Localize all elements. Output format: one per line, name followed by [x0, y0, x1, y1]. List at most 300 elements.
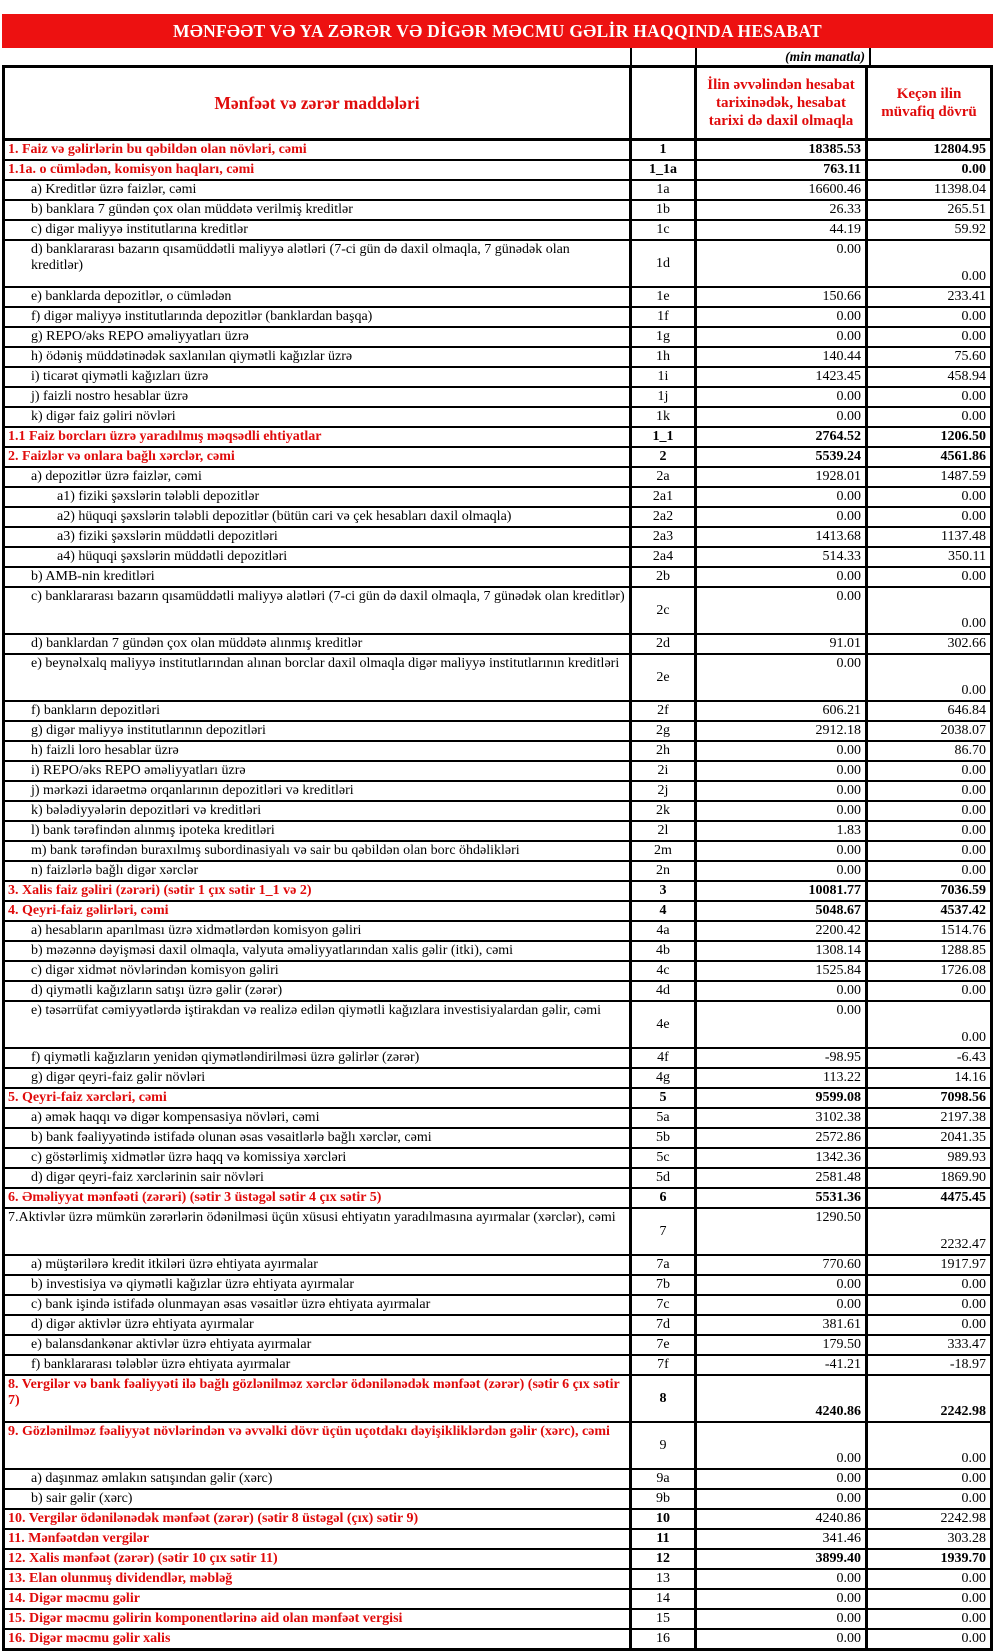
value-current-period: 3102.38: [697, 1109, 868, 1127]
value-previous-period: 1288.85: [940, 943, 986, 958]
row-code: 1a: [632, 181, 697, 199]
row-code: 1k: [632, 408, 697, 426]
table-row: [5, 348, 990, 368]
value-previous-period: 989.93: [947, 1150, 986, 1165]
value-current-period: 2764.52: [697, 428, 868, 446]
table-row: [5, 388, 990, 408]
table-row: [5, 1149, 990, 1169]
row-label: h) ödəniş müddətinədək saxlanılan qiymətli kağızlar üzrə: [5, 348, 632, 366]
row-code: 5b: [632, 1129, 697, 1147]
value-current-period: 4240.86: [697, 1376, 868, 1421]
value-previous-period: 86.70: [954, 743, 986, 758]
row-code: 1c: [632, 221, 697, 239]
value-previous-period: 0.00: [961, 863, 986, 878]
value-previous-period: 0.00: [961, 1317, 986, 1332]
value-current-period: 5048.67: [697, 902, 868, 920]
value-current-period: 0.00: [697, 762, 868, 780]
value-previous-period: 2242.98: [940, 1404, 986, 1419]
value-current-period: 9599.08: [697, 1089, 868, 1107]
row-code: 2c: [632, 588, 697, 633]
row-label: f) digər maliyyə institutlarında depozitlər (banklardan başqa): [5, 308, 632, 326]
row-label: 8. Vergilər və bank fəaliyyəti ilə bağlı gözlənilməz xərclər ödənilənədək mənfəət (zərər) (sətir 6 çıx sətir 7): [5, 1376, 632, 1421]
table-row: [5, 328, 990, 348]
table-row: [5, 1470, 990, 1490]
value-previous-period: 646.84: [947, 703, 986, 718]
table-row: [5, 1423, 990, 1470]
value-previous-period: 4561.86: [940, 449, 986, 464]
value-previous-period: 7036.59: [940, 883, 986, 898]
value-current-period: 0.00: [697, 1470, 868, 1488]
table-row: [5, 488, 990, 508]
table-row: [5, 288, 990, 308]
table-row: [5, 448, 990, 468]
table-row: [5, 1570, 990, 1590]
column-header-period-label: İlin əvvəlindən hesabat tarixinədək, hesabat tarixi də daxil olmaqla: [707, 76, 855, 130]
row-label: c) digər maliyyə institutlarına kreditlər: [5, 221, 632, 239]
row-label: 16. Digər məcmu gəlir xalis: [5, 1630, 632, 1648]
value-previous-period: 0.00: [961, 1451, 986, 1466]
table-row: [5, 1256, 990, 1276]
row-label: j) mərkəzi idarəetmə orqanlarının depozitləri və kreditləri: [5, 782, 632, 800]
value-previous-period: 0.00: [961, 162, 986, 177]
table-row: [5, 882, 990, 902]
row-label: b) bank fəaliyyətində istifadə olunan əsas vəsaitlərlə bağlı xərclər, cəmi: [5, 1129, 632, 1147]
value-current-period: 2912.18: [697, 722, 868, 740]
unit-note-cell-items: [2, 48, 632, 65]
row-label: 15. Digər məcmu gəlirin komponentlərinə aid olan mənfəət vergisi: [5, 1610, 632, 1628]
row-label: d) banklararası bazarın qısamüddətli maliyyə alətləri (7-ci gün də daxil olmaqla, 7 günədək olan kreditlər): [5, 241, 632, 286]
row-label: c) göstərlimiş xidmətlər üzrə haqq və komissiya xərcləri: [5, 1149, 632, 1167]
value-previous-period: 0.00: [961, 1591, 986, 1606]
value-previous-period: 350.11: [948, 549, 986, 564]
row-code: 4f: [632, 1049, 697, 1067]
value-current-period: 770.60: [697, 1256, 868, 1274]
row-label: 5. Qeyri-faiz xərcləri, cəmi: [5, 1089, 632, 1107]
table-row: [5, 1129, 990, 1149]
value-current-period: 763.11: [697, 161, 868, 179]
row-code: 2a1: [632, 488, 697, 506]
value-current-period: 44.19: [697, 221, 868, 239]
row-code: 6: [632, 1189, 697, 1207]
table-row: [5, 408, 990, 428]
row-code: 4g: [632, 1069, 697, 1087]
row-code: 1h: [632, 348, 697, 366]
row-code: 1j: [632, 388, 697, 406]
column-header-previous: [868, 68, 990, 138]
row-label: k) digər faiz gəliri növləri: [5, 408, 632, 426]
value-previous-period: 0.00: [961, 616, 986, 631]
table-row: [5, 528, 990, 548]
value-previous-period: 1939.70: [940, 1551, 986, 1566]
table-row: [5, 1356, 990, 1376]
table-row: [5, 655, 990, 702]
table-row: [5, 862, 990, 882]
value-previous-period: 2041.35: [940, 1130, 986, 1145]
row-code: 2f: [632, 702, 697, 720]
row-code: 12: [632, 1550, 697, 1568]
table-row: [5, 1490, 990, 1510]
value-previous-period: 0.00: [961, 843, 986, 858]
value-previous-period: 4475.45: [940, 1190, 986, 1205]
row-label: e) beynəlxalq maliyyə institutlarından alınan borclar daxil olmaqla digər maliyyə institutlarının kreditləri: [5, 655, 632, 700]
row-label: a) əmək haqqı və digər kompensasiya növləri, cəmi: [5, 1109, 632, 1127]
row-code: 1f: [632, 308, 697, 326]
row-label: 11. Mənfəətdən vergilər: [5, 1530, 632, 1548]
row-code: 2d: [632, 635, 697, 653]
value-current-period: 1928.01: [697, 468, 868, 486]
value-current-period: 0.00: [697, 388, 868, 406]
row-code: 3: [632, 882, 697, 900]
row-code: 9b: [632, 1490, 697, 1508]
income-statement-table: [2, 65, 993, 1651]
value-current-period: 0.00: [697, 588, 868, 633]
row-label: c) bank işində istifadə olunmayan əsas vəsaitlər üzrə ehtiyata ayırmalar: [5, 1296, 632, 1314]
column-header-previous-label: Keçən ilin müvafiq dövrü: [881, 85, 977, 120]
value-previous-period: 333.47: [947, 1337, 986, 1352]
value-current-period: 2572.86: [697, 1129, 868, 1147]
row-code: 1: [632, 141, 697, 159]
row-code: 4c: [632, 962, 697, 980]
table-row: [5, 428, 990, 448]
row-label: m) bank tərəfindən buraxılmış subordinasiyalı və sair bu qəbildən olan borc öhdəlikləri: [5, 842, 632, 860]
value-current-period: 5531.36: [697, 1189, 868, 1207]
row-code: 9: [632, 1423, 697, 1468]
row-label: 1.1 Faiz borcları üzrə yaradılmış məqsədli ehtiyatlar: [5, 428, 632, 446]
row-code: 1g: [632, 328, 697, 346]
value-current-period: 10081.77: [697, 882, 868, 900]
value-current-period: 0.00: [697, 1002, 868, 1047]
value-current-period: 140.44: [697, 348, 868, 366]
value-previous-period: 303.28: [947, 1531, 986, 1546]
table-row: [5, 201, 990, 221]
value-current-period: 0.00: [697, 782, 868, 800]
row-code: 4d: [632, 982, 697, 1000]
row-code: 7: [632, 1209, 697, 1254]
row-label: a) Kreditlər üzrə faizlər, cəmi: [5, 181, 632, 199]
table-row: [5, 241, 990, 288]
row-code: 2n: [632, 862, 697, 880]
value-current-period: 1.83: [697, 822, 868, 840]
row-code: 4: [632, 902, 697, 920]
row-label: d) digər aktivlər üzrə ehtiyata ayırmalar: [5, 1316, 632, 1334]
row-label: 9. Gözlənilməz fəaliyyət növlərindən və əvvəlki dövr üçün uçotdakı dəyişikliklərdən gəlir (xərc), cəmi: [5, 1423, 632, 1468]
value-current-period: 2200.42: [697, 922, 868, 940]
value-previous-period: 0.00: [961, 489, 986, 504]
row-code: 7d: [632, 1316, 697, 1334]
table-row: [5, 1069, 990, 1089]
row-label: e) təsərrüfat cəmiyyətlərdə iştirakdan və realizə edilən qiymətli kağızlara investisiyalardan gəlir, cəmi: [5, 1002, 632, 1047]
row-label: l) bank tərəfindən alınmış ipoteka kreditləri: [5, 822, 632, 840]
table-row: [5, 181, 990, 201]
table-row: [5, 161, 990, 181]
row-code: 1b: [632, 201, 697, 219]
row-code: 4a: [632, 922, 697, 940]
value-previous-period: 0.00: [961, 1277, 986, 1292]
value-previous-period: 59.92: [954, 222, 986, 237]
row-label: 14. Digər məcmu gəlir: [5, 1590, 632, 1608]
value-previous-period: 4537.42: [940, 903, 986, 918]
value-current-period: -41.21: [697, 1356, 868, 1374]
value-previous-period: -18.97: [949, 1357, 986, 1372]
table-row: [5, 842, 990, 862]
value-current-period: 16600.46: [697, 181, 868, 199]
table-row: [5, 1550, 990, 1570]
row-label: 3. Xalis faiz gəliri (zərəri) (sətir 1 çıx sətir 1_1 və 2): [5, 882, 632, 900]
row-label: c) banklararası bazarın qısamüddətli maliyyə alətləri (7-ci gün də daxil olmaqla, 7 günədək olan kreditlər): [5, 588, 632, 633]
row-label: n) faizlərlə bağlı digər xərclər: [5, 862, 632, 880]
value-current-period: 0.00: [697, 568, 868, 586]
value-current-period: 0.00: [697, 655, 868, 700]
row-code: 2e: [632, 655, 697, 700]
unit-note-cell-period: [697, 48, 871, 65]
table-row: [5, 802, 990, 822]
row-label: d) digər qeyri-faiz xərclərinin sair növləri: [5, 1169, 632, 1187]
value-current-period: 0.00: [697, 241, 868, 286]
value-current-period: 0.00: [697, 1490, 868, 1508]
value-current-period: 0.00: [697, 1570, 868, 1588]
value-previous-period: 0.00: [961, 823, 986, 838]
value-previous-period: 0.00: [961, 509, 986, 524]
row-code: 1e: [632, 288, 697, 306]
value-current-period: 606.21: [697, 702, 868, 720]
value-current-period: 0.00: [697, 408, 868, 426]
value-current-period: 0.00: [697, 1296, 868, 1314]
table-row: [5, 822, 990, 842]
row-code: 1_1a: [632, 161, 697, 179]
row-label: a2) hüquqi şəxslərin tələbli depozitlər (bütün cari və çek hesabları daxil olmaqla): [5, 508, 632, 526]
value-current-period: 26.33: [697, 201, 868, 219]
row-code: 2a: [632, 468, 697, 486]
value-current-period: 1413.68: [697, 528, 868, 546]
value-previous-period: 0.00: [961, 409, 986, 424]
column-header-code: [632, 68, 697, 138]
value-current-period: 5539.24: [697, 448, 868, 466]
value-current-period: 1525.84: [697, 962, 868, 980]
row-label: 7.Aktivlər üzrə mümkün zərərlərin ödənilməsi üçün xüsusi ehtiyatın yaradılmasına ayırmalar (xərclər), cəmi: [5, 1209, 632, 1254]
value-current-period: 91.01: [697, 635, 868, 653]
column-header-items: [5, 68, 632, 138]
value-current-period: 1342.36: [697, 1149, 868, 1167]
row-code: 15: [632, 1610, 697, 1628]
row-code: 2l: [632, 822, 697, 840]
value-current-period: 514.33: [697, 548, 868, 566]
row-label: 2. Faizlər və onlara bağlı xərclər, cəmi: [5, 448, 632, 466]
value-previous-period: 75.60: [954, 349, 986, 364]
table-row: [5, 722, 990, 742]
row-label: b) məzənnə dəyişməsi daxil olmaqla, valyuta əməliyyatlarından xalis gəlir (itki), cəmi: [5, 942, 632, 960]
table-row: [5, 902, 990, 922]
value-previous-period: 0.00: [961, 1491, 986, 1506]
row-code: 1d: [632, 241, 697, 286]
row-label: g) REPO/əks REPO əməliyyatları üzrə: [5, 328, 632, 346]
value-current-period: 0.00: [697, 982, 868, 1000]
value-previous-period: 265.51: [947, 202, 986, 217]
row-label: 13. Elan olunmuş dividendlər, məbləğ: [5, 1570, 632, 1588]
value-current-period: 0.00: [697, 1630, 868, 1648]
unit-note-row: [2, 48, 993, 65]
row-code: 1_1: [632, 428, 697, 446]
value-current-period: 0.00: [697, 802, 868, 820]
value-current-period: 0.00: [697, 1610, 868, 1628]
value-previous-period: 2038.07: [940, 723, 986, 738]
value-current-period: 0.00: [697, 1423, 868, 1468]
value-current-period: 341.46: [697, 1530, 868, 1548]
report-title: MƏNFƏƏT VƏ YA ZƏRƏR VƏ DİGƏR MƏCMU GƏLİR HAQQINDA HESABAT: [173, 20, 822, 41]
value-previous-period: 233.41: [947, 289, 986, 304]
row-label: e) balansdankənar aktivlər üzrə ehtiyata ayırmalar: [5, 1336, 632, 1354]
value-previous-period: 1869.90: [940, 1170, 986, 1185]
row-code: 5a: [632, 1109, 697, 1127]
row-label: a) hesabların aparılması üzrə xidmətlərdən komisyon gəliri: [5, 922, 632, 940]
table-row: [5, 1049, 990, 1069]
row-label: f) bankların depozitləri: [5, 702, 632, 720]
row-label: a) müştərilərə kredit itkiləri üzrə ehtiyata ayırmalar: [5, 1256, 632, 1274]
table-row: [5, 308, 990, 328]
row-code: 11: [632, 1530, 697, 1548]
row-code: 2k: [632, 802, 697, 820]
value-current-period: 381.61: [697, 1316, 868, 1334]
table-row: [5, 1316, 990, 1336]
row-code: 2h: [632, 742, 697, 760]
table-row: [5, 702, 990, 722]
row-code: 5d: [632, 1169, 697, 1187]
table-row: [5, 942, 990, 962]
row-label: a3) fiziki şəxslərin müddətli depozitləri: [5, 528, 632, 546]
value-current-period: 2581.48: [697, 1169, 868, 1187]
value-current-period: 18385.53: [697, 141, 868, 159]
value-current-period: 0.00: [697, 1276, 868, 1294]
column-header-items-label: Mənfəət və zərər maddələri: [214, 92, 420, 113]
table-row: [5, 982, 990, 1002]
table-row: [5, 1630, 990, 1648]
row-code: 10: [632, 1510, 697, 1528]
table-row: [5, 1510, 990, 1530]
value-current-period: 0.00: [697, 862, 868, 880]
row-code: 2a4: [632, 548, 697, 566]
value-previous-period: 0.00: [961, 329, 986, 344]
row-code: 7c: [632, 1296, 697, 1314]
row-label: d) banklardan 7 gündən çox olan müddətə alınmış kreditlər: [5, 635, 632, 653]
value-current-period: 113.22: [697, 1069, 868, 1087]
row-label: b) AMB-nin kreditləri: [5, 568, 632, 586]
table-row: [5, 221, 990, 241]
row-label: 6. Əməliyyat mənfəəti (zərəri) (sətir 3 üstəgəl sətir 4 çıx sətir 5): [5, 1189, 632, 1207]
table-row: [5, 548, 990, 568]
row-label: b) banklara 7 gündən çox olan müddətə verilmiş kreditlər: [5, 201, 632, 219]
value-previous-period: 458.94: [947, 369, 986, 384]
table-row: [5, 1530, 990, 1550]
table-row: [5, 468, 990, 488]
unit-note: (min manatla): [785, 48, 865, 64]
row-label: b) investisiya və qiymətli kağızlar üzrə ehtiyata ayırmalar: [5, 1276, 632, 1294]
row-label: d) qiymətli kağızların satışı üzrə gəlir (zərər): [5, 982, 632, 1000]
table-row: [5, 1109, 990, 1129]
row-code: 4e: [632, 1002, 697, 1047]
value-previous-period: 0.00: [961, 1297, 986, 1312]
table-row: [5, 635, 990, 655]
value-previous-period: 1487.59: [940, 469, 986, 484]
table-row: [5, 762, 990, 782]
value-previous-period: 2232.47: [940, 1237, 986, 1252]
table-row: [5, 1376, 990, 1423]
row-code: 2a2: [632, 508, 697, 526]
row-code: 2g: [632, 722, 697, 740]
value-current-period: 1308.14: [697, 942, 868, 960]
row-label: i) REPO/əks REPO əməliyyatları üzrə: [5, 762, 632, 780]
row-label: g) digər qeyri-faiz gəlir növləri: [5, 1069, 632, 1087]
row-code: 2a3: [632, 528, 697, 546]
row-code: 9a: [632, 1470, 697, 1488]
value-previous-period: -6.43: [956, 1050, 986, 1065]
value-previous-period: 0.00: [961, 1571, 986, 1586]
table-row: [5, 1189, 990, 1209]
row-label: a4) hüquqi şəxslərin müddətli depozitləri: [5, 548, 632, 566]
report-title-bar: [2, 14, 993, 48]
value-previous-period: 12804.95: [933, 142, 986, 157]
value-previous-period: 1726.08: [940, 963, 986, 978]
value-current-period: 150.66: [697, 288, 868, 306]
row-code: 16: [632, 1630, 697, 1648]
value-current-period: 179.50: [697, 1336, 868, 1354]
value-previous-period: 1137.48: [941, 529, 986, 544]
value-previous-period: 0.00: [961, 1631, 986, 1646]
table-row: [5, 1336, 990, 1356]
table-row: [5, 742, 990, 762]
column-header-period: [697, 68, 868, 138]
row-code: 4b: [632, 942, 697, 960]
value-previous-period: 1206.50: [940, 429, 986, 444]
value-previous-period: 1514.76: [940, 923, 986, 938]
row-label: e) banklarda depozitlər, o cümlədən: [5, 288, 632, 306]
value-previous-period: 0.00: [961, 803, 986, 818]
value-previous-period: 2242.98: [940, 1511, 986, 1526]
row-label: h) faizli loro hesablar üzrə: [5, 742, 632, 760]
table-header-row: [5, 68, 990, 141]
row-code: 8: [632, 1376, 697, 1421]
row-label: i) ticarət qiymətli kağızları üzrə: [5, 368, 632, 386]
row-code: 7b: [632, 1276, 697, 1294]
value-previous-period: 0.00: [961, 683, 986, 698]
value-current-period: 0.00: [697, 328, 868, 346]
value-current-period: 3899.40: [697, 1550, 868, 1568]
row-code: 7f: [632, 1356, 697, 1374]
table-body: [5, 141, 990, 1648]
row-label: 1.1a. o cümlədən, komisyon haqları, cəmi: [5, 161, 632, 179]
row-code: 2j: [632, 782, 697, 800]
value-previous-period: 0.00: [961, 783, 986, 798]
table-row: [5, 368, 990, 388]
value-current-period: 0.00: [697, 488, 868, 506]
value-previous-period: 0.00: [961, 1030, 986, 1045]
row-code: 7e: [632, 1336, 697, 1354]
row-code: 1i: [632, 368, 697, 386]
table-row: [5, 1590, 990, 1610]
value-previous-period: 0.00: [961, 1611, 986, 1626]
row-code: 13: [632, 1570, 697, 1588]
value-previous-period: 0.00: [961, 763, 986, 778]
row-label: 12. Xalis mənfəət (zərər) (sətir 10 çıx sətir 11): [5, 1550, 632, 1568]
row-label: a) depozitlər üzrə faizlər, cəmi: [5, 468, 632, 486]
value-current-period: 0.00: [697, 1590, 868, 1608]
value-current-period: 1290.50: [697, 1209, 868, 1254]
value-previous-period: 14.16: [954, 1070, 986, 1085]
value-current-period: 0.00: [697, 842, 868, 860]
value-previous-period: 0.00: [961, 269, 986, 284]
row-label: k) bələdiyyələrin depozitləri və kreditləri: [5, 802, 632, 820]
row-code: 14: [632, 1590, 697, 1608]
table-row: [5, 141, 990, 161]
row-code: 2b: [632, 568, 697, 586]
